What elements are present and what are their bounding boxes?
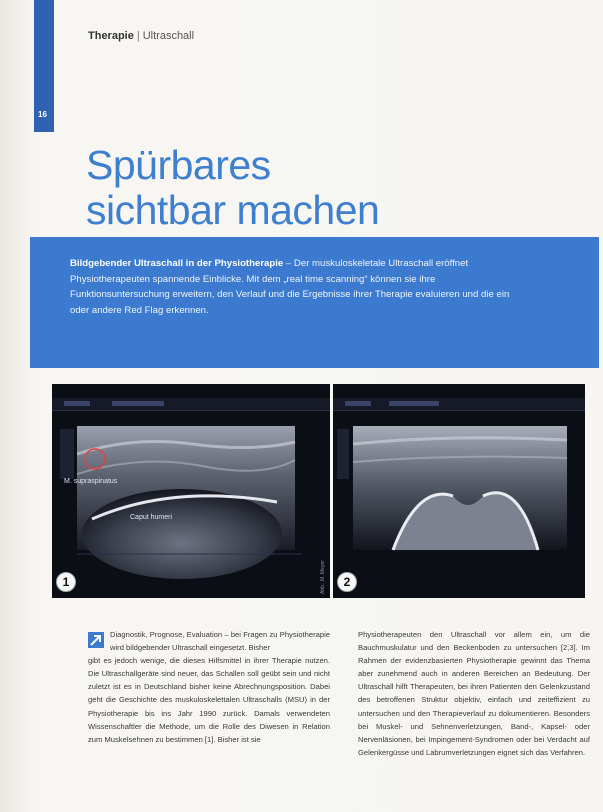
article-title	[86, 143, 556, 233]
body-lead-text: Diagnostik, Prognose, Evaluation – bei Fragen zu Physiotherapie wird bildgebender Ultraschall eingesetzt. Bisher	[110, 630, 330, 653]
ultrasound-image-1	[52, 384, 330, 598]
title-line-2: sichtbar machen	[86, 187, 380, 233]
subsection-name: Ultraschall	[142, 30, 195, 42]
figure-number-1: 1	[56, 572, 76, 592]
body-text-1: gibt es jedoch wenige, die dieses Hilfsmittel in ihrer Therapie nutzen. Die Ultraschallgeräte sind neuer, das Schallen soll geübt sein und nicht zuletzt ist es in Deutschland bisher keine Abrechnungsposition. Dabei geht die Geschichte des muskuloskelettalen Ultraschalls (MSU) in der Physiotherapie bis ins Jahr 1990 zurück. Damals verwendeten Wissenschaftler die Methode, um die Rolle des Diwesen in Relation zum Muskelsehnen zu bestimmen [1]. Bisher ist sie	[88, 656, 330, 744]
body-column-2: Physiotherapeuten den Ultraschall vor allem ein, um die Bauchmuskulatur und den Beckenboden zu untersuchen [2,3]. Im Rahmen der evidenzbasierten Physiotherapie gewinnt das Thema aber zunehmend auch in anderen Bereichen an Bedeutung. Der Ultraschall hilft Therapeuten, bei ihren Patienten den Gelenkzustand des betroffenen Struktur objektiv, einfach und zeiteffizient zu untersuchen und den Therapieverlauf zu dokumentieren. Besonders bei Muskel- und Sehnenverletzungen, Band-, Kapsel- oder Nervenläsionen, bei Impingement-Syndromen oder bei Verdacht auf Gelenkergüsse und Labrumverletzungen eignet sich das Verfahren.	[358, 630, 590, 757]
header-separator: |	[136, 30, 140, 42]
ultrasound-image-2	[333, 384, 585, 598]
toolbar-item	[389, 401, 439, 406]
title-line-1: Spürbares	[86, 142, 271, 188]
lead-paragraph	[70, 256, 510, 318]
ultrasound-scan-1	[52, 384, 330, 598]
label-caput-humeri: Caput humeri	[130, 514, 173, 521]
body-column-1	[88, 628, 330, 746]
toolbar-item	[112, 401, 164, 406]
label-supraspinatus: M. supraspinatus	[64, 478, 118, 485]
section-header	[88, 30, 194, 42]
ultrasound-scan-2	[333, 384, 585, 598]
lead-body: – Der muskuloskeletale Ultraschall eröffnet Physiotherapeuten spannende Einblicke. Mit dem „real time scanning“ können sie ihre Funktionsuntersuchung erweitern, den Verlauf und die Ergebnisse ihrer Therapie evaluieren und die ein oder andere Red Flag erkennen.	[70, 258, 510, 316]
toolbar-item	[345, 401, 371, 406]
page-number: 16	[38, 110, 47, 119]
scanner-toolbar	[333, 398, 585, 411]
toolbar-item	[64, 401, 90, 406]
scanner-toolbar	[52, 398, 330, 411]
lead-keyword: Bildgebender Ultraschall in der Physiotherapie	[70, 258, 284, 269]
section-name: Therapie	[88, 30, 134, 42]
figure-number-2: 2	[337, 572, 357, 592]
image-credit: Abb.: M. Meyer	[320, 560, 326, 594]
